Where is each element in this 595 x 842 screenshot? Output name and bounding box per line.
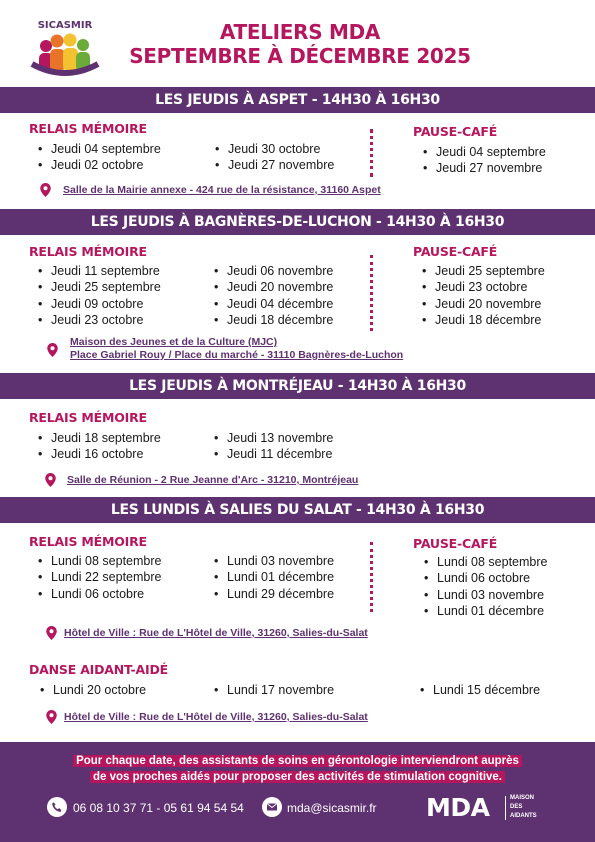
list-item: • Jeudi 18 décembre bbox=[213, 312, 333, 328]
montrejeau-relais-col2 bbox=[213, 430, 333, 463]
mda-sub-line: MAISON bbox=[510, 795, 534, 801]
mda-logo: MDA bbox=[426, 793, 490, 822]
list-item: • Lundi 22 septembre bbox=[37, 569, 162, 585]
list-item: • Jeudi 02 octobre bbox=[37, 157, 161, 173]
aspet-pause-list bbox=[422, 144, 546, 177]
luchon-relais-title: RELAIS MÉMOIRE bbox=[29, 244, 147, 259]
montrejeau-relais-col1 bbox=[37, 430, 161, 463]
dotted-separator bbox=[370, 542, 374, 612]
salies-danse-item2 bbox=[213, 682, 334, 698]
list-item: • Jeudi 04 décembre bbox=[213, 296, 333, 312]
aspet-relais-title: RELAIS MÉMOIRE bbox=[29, 121, 147, 136]
list-item: • Jeudi 06 novembre bbox=[213, 263, 333, 279]
list-item: • Jeudi 27 novembre bbox=[214, 157, 334, 173]
list-item: • Lundi 06 octobre bbox=[37, 586, 162, 602]
list-item: • Jeudi 25 septembre bbox=[421, 263, 545, 279]
title-line1: ATELIERS MDA bbox=[219, 20, 381, 44]
salies-danse-location[interactable]: Hôtel de Ville : Rue de L'Hôtel de Ville, 31260, Salies-du-Salat bbox=[64, 711, 368, 723]
luchon-pause-title: PAUSE-CAFÉ bbox=[413, 244, 498, 259]
sicasmir-logo bbox=[26, 16, 104, 82]
footer-message-line2: de vos proches aidés pour proposer des activités de stimulation cognitive. bbox=[90, 771, 505, 783]
montrejeau-location[interactable]: Salle de Réunion - 2 Rue Jeanne d'Arc - 31210, Montréjeau bbox=[67, 474, 359, 486]
band-montrejeau: LES JEUDIS À MONTRÉJEAU - 14H30 À 16H30 bbox=[0, 373, 595, 399]
list-item: • Lundi 01 décembre bbox=[213, 569, 334, 585]
list-item: • Jeudi 11 septembre bbox=[37, 263, 161, 279]
location-pin-icon bbox=[47, 343, 58, 357]
band-aspet: LES JEUDIS À ASPET - 14H30 À 16H30 bbox=[0, 87, 595, 113]
luchon-relais-col1 bbox=[37, 263, 161, 328]
list-item: • Lundi 08 septembre bbox=[37, 553, 162, 569]
list-item: • Jeudi 04 septembre bbox=[37, 141, 161, 157]
list-item: • Jeudi 20 novembre bbox=[213, 279, 333, 295]
footer-message bbox=[40, 753, 555, 785]
luchon-location-line2[interactable]: Place Gabriel Rouy / Place du marché - 31110 Bagnères-de-Luchon bbox=[70, 349, 404, 361]
location-pin-icon bbox=[40, 183, 51, 197]
list-item: • Jeudi 25 septembre bbox=[37, 279, 161, 295]
salies-danse-item1 bbox=[39, 682, 146, 698]
location-pin-icon bbox=[46, 626, 57, 640]
aspet-pause-title: PAUSE-CAFÉ bbox=[413, 124, 498, 139]
list-item: • Jeudi 18 septembre bbox=[37, 430, 161, 446]
list-item: • Jeudi 27 novembre bbox=[422, 160, 546, 176]
list-item: • Jeudi 04 septembre bbox=[422, 144, 546, 160]
salies-location[interactable]: Hôtel de Ville : Rue de L'Hôtel de Ville, 31260, Salies-du-Salat bbox=[64, 627, 368, 639]
list-item: • Lundi 03 novembre bbox=[423, 587, 548, 603]
dotted-separator bbox=[370, 129, 374, 177]
footer-message-line1: Pour chaque date, des assistants de soins en gérontologie interviendront auprès bbox=[73, 755, 522, 767]
title-line2: SEPTEMBRE À DÉCEMBRE 2025 bbox=[129, 44, 471, 68]
page-title bbox=[110, 20, 490, 68]
salies-relais-col1 bbox=[37, 553, 162, 602]
list-item: • Lundi 01 décembre bbox=[423, 603, 548, 619]
list-item: • Lundi 29 décembre bbox=[213, 586, 334, 602]
aspet-relais-col1 bbox=[37, 141, 161, 174]
location-pin-icon bbox=[46, 710, 57, 724]
luchon-pause-list bbox=[421, 263, 545, 328]
list-item: • Lundi 03 novembre bbox=[213, 553, 334, 569]
band-salies: LES LUNDIS À SALIES DU SALAT - 14H30 À 16H30 bbox=[0, 497, 595, 523]
list-item: • Jeudi 13 novembre bbox=[213, 430, 333, 446]
salies-danse-title: DANSE AIDANT-AIDÉ bbox=[29, 662, 168, 677]
salies-danse-item3 bbox=[419, 682, 540, 698]
list-item: • Lundi 15 décembre bbox=[419, 682, 540, 698]
luchon-relais-col2 bbox=[213, 263, 333, 328]
location-pin-icon bbox=[45, 473, 56, 487]
salies-relais-title: RELAIS MÉMOIRE bbox=[29, 534, 147, 549]
list-item: • Lundi 06 octobre bbox=[423, 570, 548, 586]
list-item: • Lundi 08 septembre bbox=[423, 554, 548, 570]
list-item: • Jeudi 30 octobre bbox=[214, 141, 334, 157]
mda-sub-line: DES bbox=[510, 804, 523, 810]
phone-numbers[interactable]: 06 08 10 37 71 - 05 61 94 54 54 bbox=[73, 801, 244, 815]
aspet-location[interactable]: Salle de la Mairie annexe - 424 rue de la résistance, 31160 Aspet bbox=[63, 184, 381, 196]
salies-pause-list bbox=[423, 554, 548, 619]
list-item: • Jeudi 11 décembre bbox=[213, 446, 333, 462]
list-item: • Jeudi 16 octobre bbox=[37, 446, 161, 462]
email-address[interactable]: mda@sicasmir.fr bbox=[287, 801, 377, 815]
mail-icon bbox=[262, 797, 282, 817]
mda-subtitle bbox=[510, 794, 560, 821]
salies-relais-col2 bbox=[213, 553, 334, 602]
aspet-relais-col2 bbox=[214, 141, 334, 174]
list-item: • Lundi 20 octobre bbox=[39, 682, 146, 698]
list-item: • Jeudi 23 octobre bbox=[421, 279, 545, 295]
phone-icon bbox=[47, 797, 67, 817]
list-item: • Jeudi 18 décembre bbox=[421, 312, 545, 328]
logo-text: SICASMIR bbox=[37, 20, 93, 31]
luchon-location-line1[interactable]: Maison des Jeunes et de la Culture (MJC) bbox=[70, 336, 278, 348]
list-item: • Jeudi 09 octobre bbox=[37, 296, 161, 312]
list-item: • Lundi 17 novembre bbox=[213, 682, 334, 698]
list-item: • Jeudi 23 octobre bbox=[37, 312, 161, 328]
mda-sub-line: AIDANTS bbox=[510, 813, 537, 819]
salies-pause-title: PAUSE-CAFÉ bbox=[413, 536, 498, 551]
dotted-separator bbox=[370, 255, 374, 331]
band-luchon: LES JEUDIS À BAGNÈRES-DE-LUCHON - 14H30 À 16H30 bbox=[0, 209, 595, 235]
list-item: • Jeudi 20 novembre bbox=[421, 296, 545, 312]
montrejeau-relais-title: RELAIS MÉMOIRE bbox=[29, 410, 147, 425]
mda-divider bbox=[505, 796, 506, 820]
